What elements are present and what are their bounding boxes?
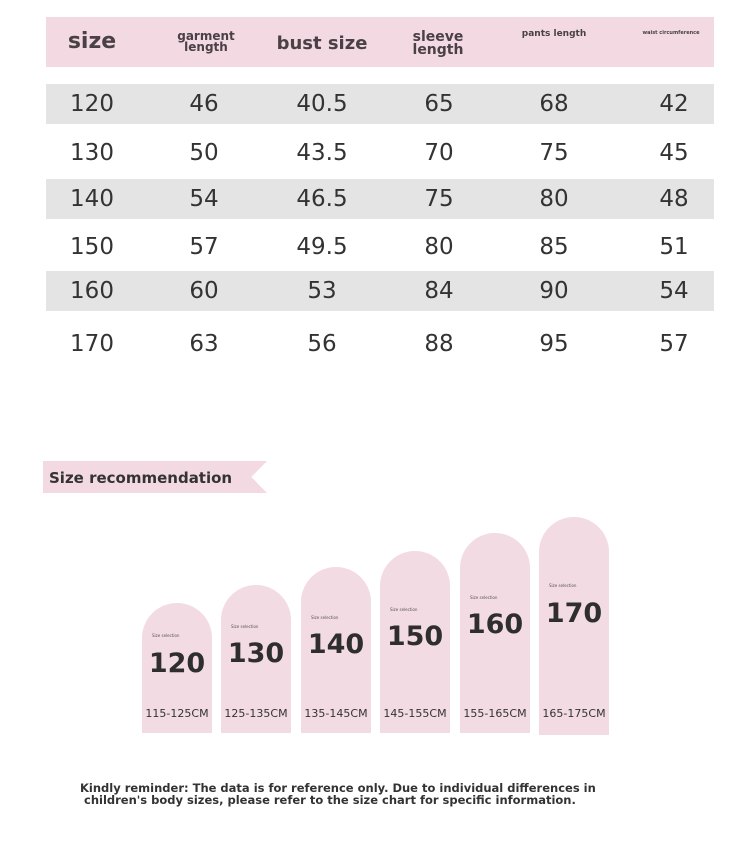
cell-size: 120 xyxy=(70,91,114,117)
size-card-120 xyxy=(142,603,212,733)
cell-pants-length: 85 xyxy=(539,234,569,260)
cell-waist-circumference: 57 xyxy=(659,331,689,357)
table-row xyxy=(46,271,714,311)
cell-sleeve-length: 80 xyxy=(424,234,454,260)
size-card-height-range: 145-155CM xyxy=(383,707,447,720)
size-table xyxy=(46,17,714,357)
size-card-height-range: 155-165CM xyxy=(463,707,527,720)
cell-garment-length: 54 xyxy=(189,186,219,212)
reminder-line-2: children's body sizes, please refer to the size chart for specific information. xyxy=(84,793,576,808)
table-row xyxy=(46,179,714,219)
header-sleeve-length: sleeve length xyxy=(412,29,464,59)
size-card-number: 130 xyxy=(227,638,285,669)
cell-bust-size: 53 xyxy=(307,278,337,304)
table-row xyxy=(46,227,714,267)
size-card-number: 140 xyxy=(307,629,365,660)
cell-bust-size: 49.5 xyxy=(296,234,348,260)
cell-bust-size: 40.5 xyxy=(296,91,348,117)
size-selection-caption: Size selection xyxy=(231,624,259,629)
cell-size: 140 xyxy=(70,186,114,212)
cell-garment-length: 63 xyxy=(189,331,219,357)
cell-size: 130 xyxy=(70,140,114,166)
header-waist-circumference: waist circumference xyxy=(642,30,700,36)
table-row xyxy=(46,133,714,173)
cell-bust-size: 56 xyxy=(307,331,337,357)
size-card-height-range: 125-135CM xyxy=(224,707,288,720)
size-selection-caption: Size selection xyxy=(390,607,418,612)
size-selection-caption: Size selection xyxy=(311,615,339,620)
table-row xyxy=(46,324,714,364)
size-card-height-range: 115-125CM xyxy=(145,707,209,720)
cell-waist-circumference: 51 xyxy=(659,234,689,260)
header-garment-length: garment length xyxy=(177,29,235,55)
cell-size: 150 xyxy=(70,234,114,260)
cell-waist-circumference: 54 xyxy=(659,278,689,304)
cell-size: 170 xyxy=(70,331,114,357)
size-card-140 xyxy=(301,567,371,733)
size-card-130 xyxy=(221,585,291,733)
size-recommendation-title: Size recommendation xyxy=(49,469,233,487)
header-bust-size: bust size xyxy=(276,33,368,54)
cell-waist-circumference: 48 xyxy=(659,186,689,212)
cell-pants-length: 80 xyxy=(539,186,569,212)
header-size: size xyxy=(67,28,117,54)
size-card-height-range: 135-145CM xyxy=(304,707,368,720)
cell-sleeve-length: 84 xyxy=(424,278,454,304)
reminder-line-1: Kindly reminder: The data is for reference only. Due to individual differences in xyxy=(80,781,596,795)
table-header xyxy=(46,17,714,67)
size-selection-caption: Size selection xyxy=(549,583,577,588)
table-row xyxy=(46,84,714,124)
size-card-height-range: 165-175CM xyxy=(542,707,606,720)
cell-bust-size: 43.5 xyxy=(296,140,348,166)
cell-size: 160 xyxy=(70,278,114,304)
size-card-number: 150 xyxy=(386,621,444,652)
size-card-number: 160 xyxy=(466,609,524,640)
header-pants-length: pants length xyxy=(521,29,587,39)
cell-pants-length: 95 xyxy=(539,331,569,357)
cell-sleeve-length: 65 xyxy=(424,91,454,117)
size-card-170 xyxy=(539,517,609,735)
size-selection-caption: Size selection xyxy=(152,633,180,638)
size-card-number: 120 xyxy=(148,648,206,679)
cell-waist-circumference: 45 xyxy=(659,140,689,166)
size-selection-caption: Size selection xyxy=(470,595,498,600)
cell-waist-circumference: 42 xyxy=(659,91,689,117)
cell-garment-length: 46 xyxy=(189,91,219,117)
cell-pants-length: 68 xyxy=(539,91,569,117)
size-card-160 xyxy=(460,533,530,733)
cell-bust-size: 46.5 xyxy=(296,186,348,212)
cell-sleeve-length: 70 xyxy=(424,140,454,166)
cell-pants-length: 90 xyxy=(539,278,569,304)
cell-sleeve-length: 88 xyxy=(424,331,454,357)
reminder-note xyxy=(80,782,596,806)
cell-sleeve-length: 75 xyxy=(424,186,454,212)
size-card-150 xyxy=(380,551,450,733)
cell-garment-length: 57 xyxy=(189,234,219,260)
cell-garment-length: 50 xyxy=(189,140,219,166)
cell-pants-length: 75 xyxy=(539,140,569,166)
cell-garment-length: 60 xyxy=(189,278,219,304)
size-card-number: 170 xyxy=(545,598,603,629)
